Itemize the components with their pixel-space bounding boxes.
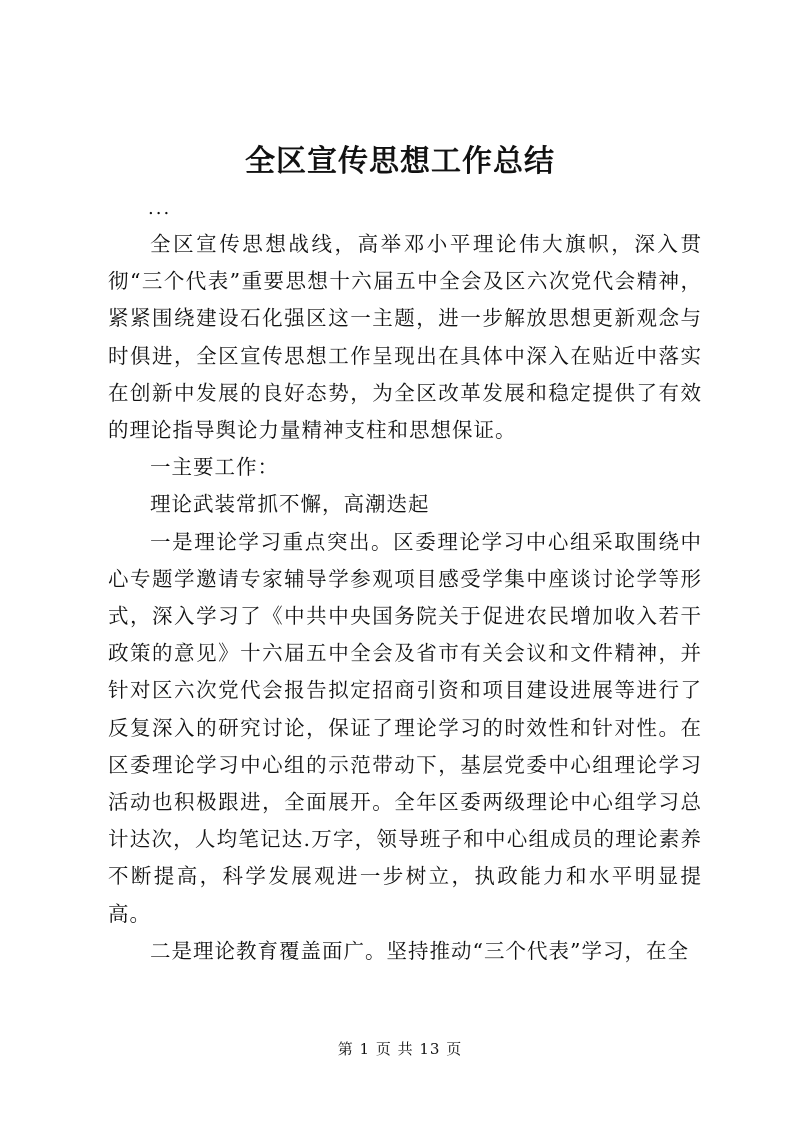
- page-number-footer: 第 1 页 共 13 页: [337, 1040, 463, 1058]
- document-title: 全区宣传思想工作总结: [245, 144, 555, 179]
- paragraph-section-heading: 理论武装常抓不懈，高潮迭起: [150, 492, 430, 517]
- paragraph-main-work-heading: 一主要工作：: [150, 455, 280, 480]
- document-body: [108, 226, 702, 970]
- paragraph-theory-study: 一是理论学习重点突出。区委理论学习中心组采取围绕中心专题学邀请专家辅导学参观项目感受学集中座谈讨论学等形式，深入学习了《中共中央国务院关于促进农民增加收入若干政策的意见》十六届五中全会及省市有关会议和文件精神，并针对区六次党代会报告拟定招商引资和项目建设进展等进行了反复深入的研究讨论，保证了理论学习的时效性和针对性。在区委理论学习中心组的示范带动下，基层党委中心组理论学习活动也积极跟进，全面展开。全年区委两级理论中心组学习总计达次，人均笔记达.万字，领导班子和中心组成员的理论素养不断提高，科学发展观进一步树立，执政能力和水平明显提高。: [108, 529, 702, 926]
- paragraph-intro: 全区宣传思想战线，高举邓小平理论伟大旗帜，深入贯彻“三个代表”重要思想十六届五中全会及区六次党代会精神，紧紧围绕建设石化强区这一主题，进一步解放思想更新观念与时俱进，全区宣传思想工作呈现出在具体中深入在贴近中落实在创新中发展的良好态势，为全区改革发展和稳定提供了有效的理论指导舆论力量精神支柱和思想保证。: [108, 232, 702, 443]
- paragraph-theory-education: 二是理论教育覆盖面广。坚持推动“三个代表”学习，在全: [150, 938, 689, 963]
- ellipsis-marker: ...: [148, 198, 172, 219]
